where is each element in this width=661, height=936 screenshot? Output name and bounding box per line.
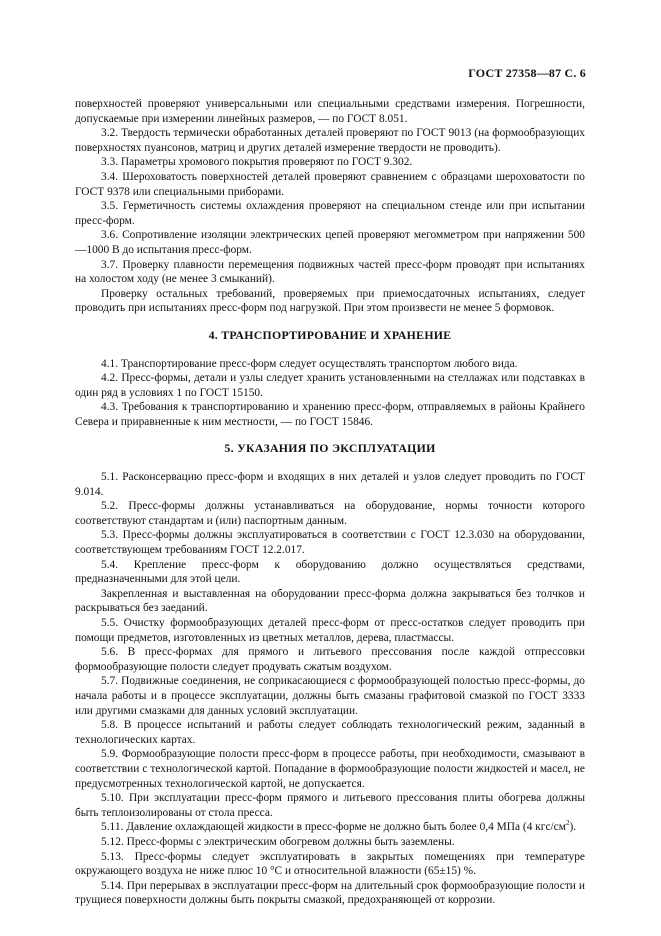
paragraph-3-7-note: Проверку остальных требований, проверяемых при приемосдаточных испытаниях, следует проводить при испытаниях пресс-форм под нагрузкой. При этом произвести не менее 5 формовок.	[75, 287, 585, 315]
section-4-heading: 4. ТРАНСПОРТИРОВАНИЕ И ХРАНЕНИЕ	[208, 327, 452, 342]
paragraph-4-1: 4.1. Транспортирование пресс-форм следует осуществлять транспортом любого вида.	[101, 357, 518, 370]
paragraph-5-13: 5.13. Пресс-формы следует эксплуатировать в закрытых помещениях при температуре окружающего воздуха не ниже плюс 10 °С и относительной влажности (65±15) %.	[75, 850, 585, 878]
paragraph-5-14: 5.14. При перерывах в эксплуатации пресс-форм на длительный срок формообразующие полости и трущиеся поверхности должны быть покрыты смазкой, предохраняющей от коррозии.	[75, 879, 585, 907]
paragraph-3-2: 3.2. Твердость термически обработанных деталей проверяют по ГОСТ 9013 (на формообразующих поверхностях пуансонов, матриц и других деталей измерение твердости не проводить).	[75, 127, 585, 154]
paragraph-5-11	[75, 820, 585, 835]
paragraph-4-3: 4.3. Требования к транспортированию и хранению пресс-форм, отправляемых в районы Крайнего Севера и приравненные к ним местности, — по ГОСТ 15846.	[75, 401, 585, 428]
paragraph-4-2: 4.2. Пресс-формы, детали и узлы следует хранить установленными на стеллажах или подставках в один ряд в условиях 1 по ГОСТ 15150.	[75, 372, 585, 399]
paragraph-5-5: 5.5. Очистку формообразующих деталей пресс-форм от пресс-остатков следует проводить при помощи предметов, изготовленных из цветных металлов, дерева, пластмассы.	[75, 617, 585, 644]
paragraph-3-3: 3.3. Параметры хромового покрытия проверяют по ГОСТ 9.302.	[101, 156, 413, 169]
paragraph-5-11-text: 5.11. Давление охлаждающей жидкости в пресс-форме не должно быть более 0,4 МПа (4 кгс/см	[101, 821, 566, 834]
paragraph-5-12: 5.12. Пресс-формы с электрическим обогревом должны быть заземлены.	[101, 835, 455, 848]
section-5-heading: 5. УКАЗАНИЯ ПО ЭКСПЛУАТАЦИИ	[224, 441, 436, 456]
paragraph-5-11-end: ).	[569, 821, 577, 834]
paragraph-continuation: поверхностей проверяют универсальными или специальными средствами измерения. Погрешности, допускаемые при измерении линейных размеров, — по ГОСТ 8.051.	[75, 98, 585, 125]
paragraph-5-9: 5.9. Формообразующие полости пресс-форм в процессе работы, при необходимости, смазывают в соответствии с технологической картой. Попадание в формообразующие полости жидкостей и масел, не предусмотренных технологической картой, не допускается.	[75, 748, 585, 790]
paragraph-5-8: 5.8. В процессе испытаний и работы следует соблюдать технологический режим, заданный в технологических картах.	[75, 719, 585, 746]
paragraph-3-5: 3.5. Герметичность системы охлаждения проверяют на специальном стенде или при испытании пресс-форм.	[75, 200, 585, 227]
paragraph-5-4: 5.4. Крепление пресс-форм к оборудованию должно осуществляться средствами, предназначенными для этой цели.	[75, 558, 585, 586]
paragraph-5-1: 5.1. Расконсервацию пресс-форм и входящих в них деталей и узлов следует проводить по ГОСТ 9.014.	[75, 471, 585, 498]
paragraph-3-6: 3.6. Сопротивление изоляции электрических цепей проверяют мегомметром при напряжении 500—1000 В до испытания пресс-форм.	[75, 229, 585, 256]
page-header: ГОСТ 27358—87 С. 6	[468, 66, 586, 80]
paragraph-5-3: 5.3. Пресс-формы должны эксплуатироваться в соответствии с ГОСТ 12.3.030 на оборудовании, соответствующем требованиям ГОСТ 12.2.017.	[75, 529, 585, 557]
page-content	[75, 97, 585, 908]
paragraph-5-2: 5.2. Пресс-формы должны устанавливаться на оборудование, нормы точности которого соответствуют стандартам и (или) паспортным данным.	[75, 500, 585, 527]
paragraph-3-4: 3.4. Шероховатость поверхностей деталей проверяют сравнением с образцами шероховатости по ГОСТ 9378 или специальными приборами.	[75, 170, 585, 198]
superscript: 2	[565, 819, 570, 828]
paragraph-5-7: 5.7. Подвижные соединения, не соприкасающиеся с формообразующей полостью пресс-формы, до начала работы и в процессе эксплуатации, должны быть смазаны графитовой смазкой по ГОСТ 3333 или другими смазками для данных условий эксплуатации.	[75, 675, 585, 717]
paragraph-5-6: 5.6. В пресс-формах для прямого и литьевого прессования после каждой отпрессовки формообразующие полости следует продувать сжатым воздухом.	[75, 646, 585, 673]
paragraph-3-7: 3.7. Проверку плавности перемещения подвижных частей пресс-форм проводят при испытаниях на холостом ходу (не менее 3 смыканий).	[75, 258, 585, 286]
paragraph-5-4-note: Закрепленная и выставленная на оборудовании пресс-форма должна закрываться без толчков и раскрываться без заеданий.	[75, 587, 585, 615]
paragraph-5-10: 5.10. При эксплуатации пресс-форм прямого и литьевого прессования плиты обогрева должны быть теплоизолированы от стола пресса.	[75, 792, 585, 819]
